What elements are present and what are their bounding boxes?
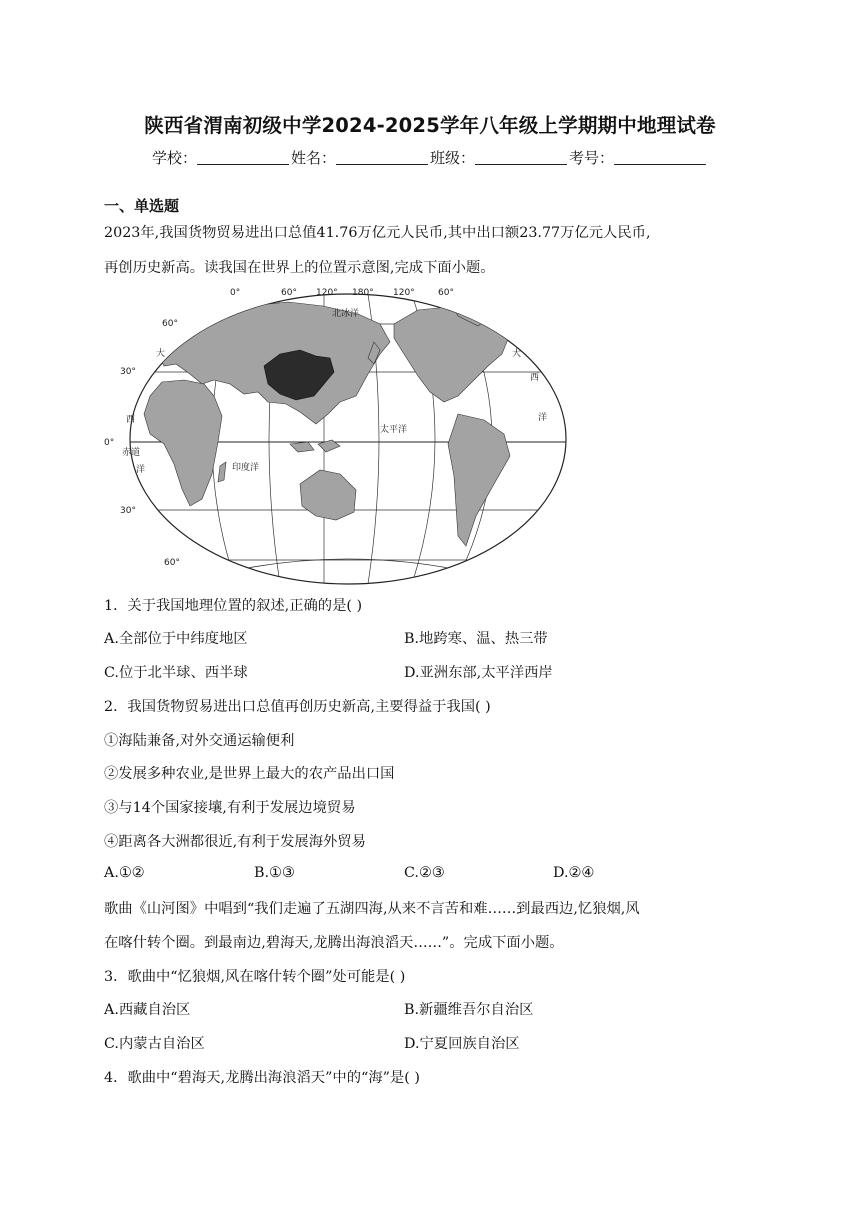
lon-label-4: 120° bbox=[393, 288, 415, 298]
class-label: 班级： bbox=[430, 149, 476, 167]
pacific-ocean-label: 太平洋 bbox=[380, 425, 408, 435]
q2-option-d[interactable]: D.②④ bbox=[553, 865, 595, 881]
name-label: 姓名： bbox=[290, 149, 336, 167]
school-blank[interactable] bbox=[197, 150, 289, 165]
q4-stem: 4．歌曲中“碧海天,龙腾出海浪滔天”中的“海”是( ) bbox=[104, 1070, 420, 1086]
lat-label-30s: 30° bbox=[120, 506, 136, 516]
exam-number-label: 考号： bbox=[569, 149, 615, 167]
arctic-ocean-label: 北冰洋 bbox=[332, 309, 360, 319]
lon-label-5: 60° bbox=[438, 288, 454, 298]
exam-title: 陕西省渭南初级中学2024-2025学年八年级上学期期中地理试卷 bbox=[144, 114, 716, 137]
school-field bbox=[152, 147, 291, 168]
intro2-line1: 歌曲《山河图》中唱到“我们走遍了五湖四海,从来不言苦和难……到最西边,忆狼烟,风 bbox=[104, 901, 640, 917]
lat-label-30n: 30° bbox=[120, 367, 136, 377]
q2-statement-2: ②发展多种农业,是世界上最大的农产品出口国 bbox=[104, 766, 395, 782]
indian-ocean-label: 印度洋 bbox=[232, 463, 260, 473]
q1-option-b[interactable]: B.地跨寒、温、热三带 bbox=[404, 631, 548, 647]
world-map-svg bbox=[104, 284, 568, 582]
student-info-line bbox=[0, 147, 860, 168]
school-label: 学校： bbox=[151, 149, 197, 167]
intro1-line1: 2023年,我国货物贸易进出口总值41.76万亿元人民币,其中出口额23.77万亿元人民币, bbox=[104, 225, 651, 241]
world-map-figure bbox=[104, 284, 568, 582]
lat-label-0: 0° bbox=[104, 438, 115, 448]
lat-label-60s: 60° bbox=[164, 558, 180, 568]
q1-option-a[interactable]: A.全部位于中纬度地区 bbox=[104, 631, 248, 647]
atlantic-left-3: 洋 bbox=[136, 465, 146, 475]
q1-option-c[interactable]: C.位于北半球、西半球 bbox=[104, 665, 248, 681]
class-field bbox=[430, 147, 569, 168]
name-blank[interactable] bbox=[336, 150, 428, 165]
atlantic-right-1: 大 bbox=[512, 349, 522, 359]
intro1-line2: 再创历史新高。读我国在世界上的位置示意图,完成下面小题。 bbox=[104, 260, 495, 276]
atlantic-right-2: 西 bbox=[530, 373, 540, 383]
lon-label-3: 180° bbox=[352, 288, 374, 298]
lon-label-0: 0° bbox=[230, 288, 241, 298]
atlantic-left-1: 大 bbox=[156, 349, 166, 359]
intro2-line2: 在喀什转个圈。到最南边,碧海天,龙腾出海浪滔天……”。完成下面小题。 bbox=[104, 935, 564, 951]
exam-number-field bbox=[569, 147, 708, 168]
equator-label: 赤道 bbox=[122, 448, 141, 458]
lat-label-60n: 60° bbox=[162, 319, 178, 329]
q2-option-b[interactable]: B.①③ bbox=[254, 865, 295, 881]
q2-statement-4: ④距离各大洲都很近,有利于发展海外贸易 bbox=[104, 834, 366, 850]
q2-statement-3: ③与14个国家接壤,有利于发展边境贸易 bbox=[104, 800, 356, 816]
exam-number-blank[interactable] bbox=[614, 150, 706, 165]
q3-option-b[interactable]: B.新疆维吾尔自治区 bbox=[404, 1002, 534, 1018]
q3-option-c[interactable]: C.内蒙古自治区 bbox=[104, 1036, 205, 1052]
q1-stem: 1．关于我国地理位置的叙述,正确的是( ) bbox=[104, 598, 363, 614]
atlantic-left-2: 西 bbox=[126, 415, 136, 425]
class-blank[interactable] bbox=[475, 150, 567, 165]
q1-option-d[interactable]: D.亚洲东部,太平洋西岸 bbox=[404, 665, 553, 681]
section-heading: 一、单选题 bbox=[104, 197, 180, 215]
q3-option-d[interactable]: D.宁夏回族自治区 bbox=[404, 1036, 520, 1052]
q3-option-a[interactable]: A.西藏自治区 bbox=[104, 1002, 191, 1018]
q2-statement-1: ①海陆兼备,对外交通运输便利 bbox=[104, 733, 295, 749]
atlantic-right-3: 洋 bbox=[538, 413, 548, 423]
lon-label-1: 60° bbox=[281, 288, 297, 298]
name-field bbox=[291, 147, 430, 168]
q2-option-c[interactable]: C.②③ bbox=[404, 865, 445, 881]
lon-label-2: 120° bbox=[316, 288, 338, 298]
q2-option-a[interactable]: A.①② bbox=[104, 865, 145, 881]
q3-stem: 3．歌曲中“忆狼烟,风在喀什转个圈”处可能是( ) bbox=[104, 969, 406, 985]
q2-stem: 2．我国货物贸易进出口总值再创历史新高,主要得益于我国( ) bbox=[104, 699, 491, 715]
